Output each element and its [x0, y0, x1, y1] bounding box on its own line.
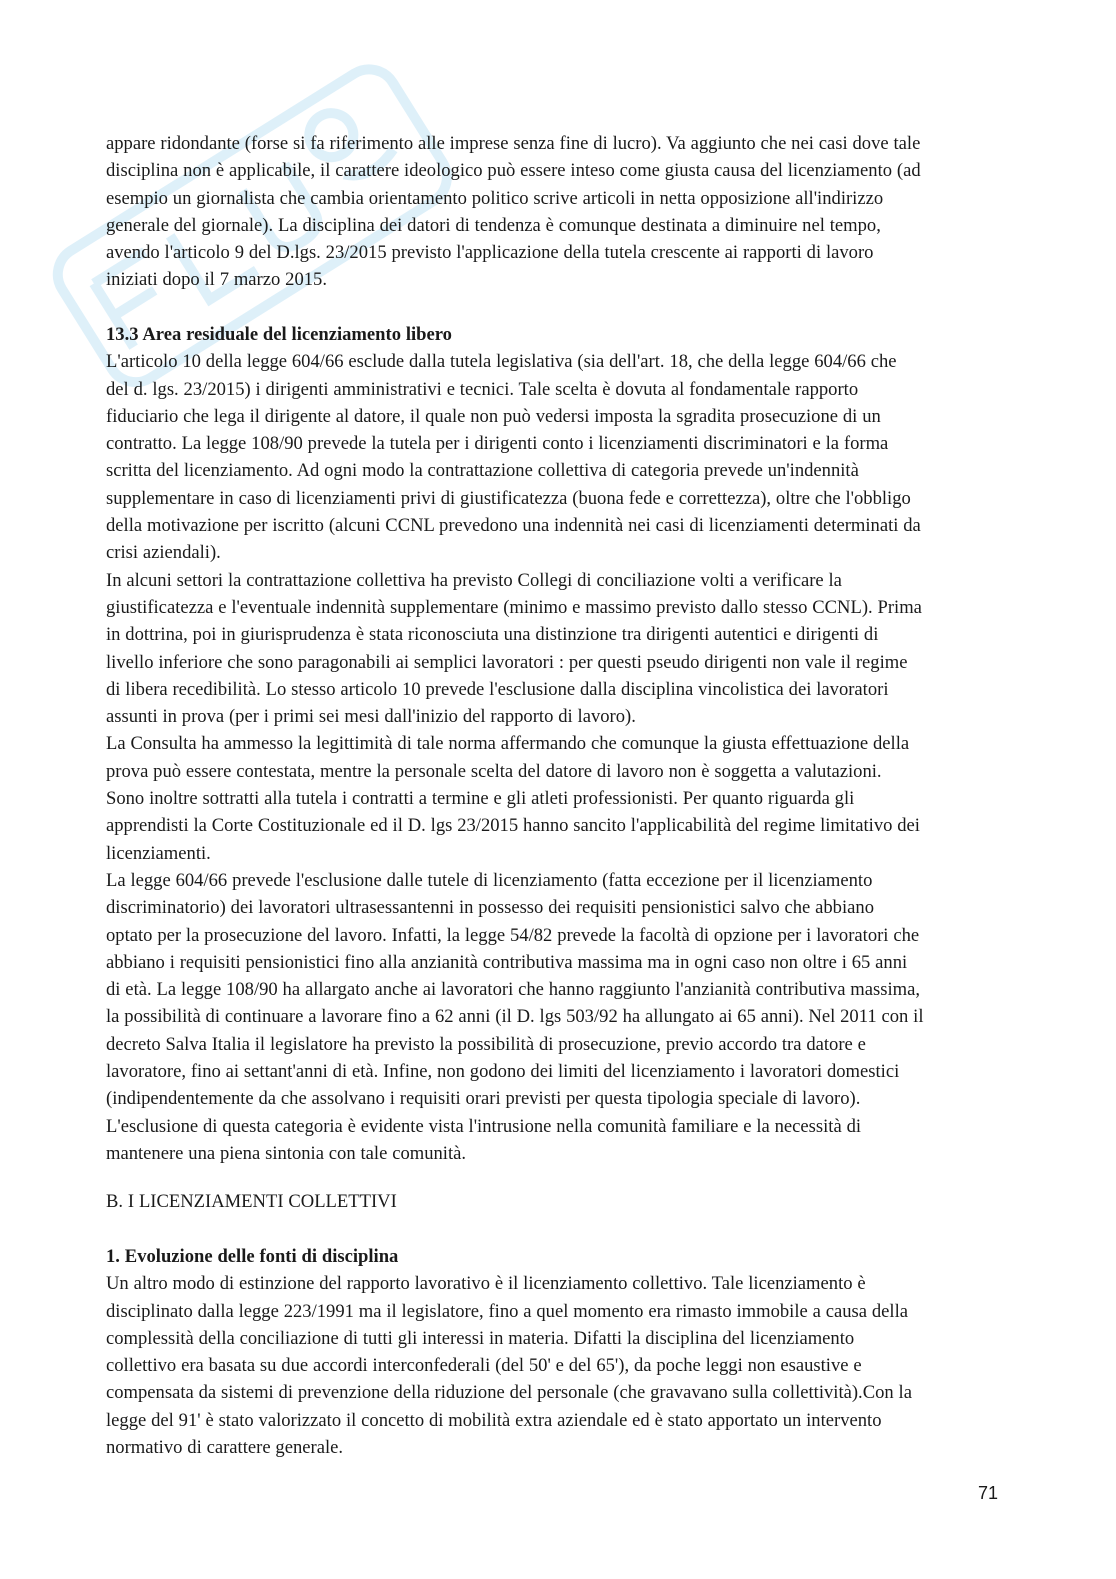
- intro-paragraph: [106, 130, 1018, 294]
- page-number: 71: [978, 1483, 999, 1503]
- text-line: di età. La legge 108/90 ha allargato anche ai lavoratori che hanno raggiunto l'anzianità contributiva massima,: [106, 979, 921, 1001]
- text-line: complessità della conciliazione di tutti gli interessi in materia. Difatti la disciplina del licenziamento: [106, 1327, 855, 1349]
- text-line: livello inferiore che sono paragonabili ai semplici lavoratori : per questi pseudo dirigenti non vale il regime: [106, 651, 908, 673]
- text-line: La Consulta ha ammesso la legittimità di tale norma affermando che comunque la giusta effettuazione della: [106, 733, 910, 755]
- section-1-body: [106, 1270, 1018, 1461]
- text-line: Sono inoltre sottratti alla tutela i contratti a termine e gli atleti professionisti. Per quanto riguarda gli: [106, 788, 855, 810]
- text-line: generale del giornale). La disciplina dei datori di tendenza è comunque destinata a diminuire nel tempo,: [106, 214, 881, 236]
- section-1: [106, 1243, 1018, 1461]
- text-line: di libera recedibilità. Lo stesso articolo 10 prevede l'esclusione dalla disciplina vincolistica dei lavoratori: [106, 678, 889, 700]
- text-line: apprendisti la Corte Costituzionale ed il D. lgs 23/2015 hanno sancito l'applicabilità del regime limitativo dei: [106, 815, 920, 837]
- text-line: lavoratore, fino ai settant'anni di età. Infine, non godono dei limiti del licenziamento i lavoratori domestici: [106, 1061, 900, 1083]
- part-b: [106, 1188, 1018, 1215]
- text-line: fiduciario che lega il dirigente al datore, il quale non può vedersi imposta la sgradita prosecuzione di un: [106, 405, 881, 427]
- text-line: del d. lgs. 23/2015) i dirigenti amministrativi e tecnici. Tale scelta è dovuta al fondamentale rapporto: [106, 378, 859, 400]
- text-line: La legge 604/66 prevede l'esclusione dalle tutele di licenziamento (fatta eccezione per il licenziamento: [106, 869, 873, 891]
- section-13-3-heading: 13.3 Area residuale del licenziamento libero: [106, 324, 452, 345]
- text-line: prova può essere contestata, mentre la personale scelta del datore di lavoro non è soggetta a valutazioni.: [106, 760, 882, 782]
- text-line: mantenere una piena sintonia con tale comunità.: [106, 1142, 467, 1164]
- text-line: della motivazione per iscritto (alcuni CCNL prevedono una indennità nei casi di licenziamenti determinati da: [106, 515, 921, 537]
- text-line: appare ridondante (forse si fa riferimento alle imprese senza fine di lucro). Va aggiunto che nei casi dove tale: [106, 133, 921, 154]
- text-line: L'articolo 10 della legge 604/66 esclude dalla tutela legislativa (sia dell'art. 18, che della legge 604/66 che: [106, 351, 897, 373]
- text-line: compensata da sistemi di prevenzione della riduzione del personale (che gravavano sulla collettività).Con la: [106, 1382, 912, 1404]
- section-13-3-body: [106, 348, 1018, 1167]
- text-line: licenziamenti.: [106, 842, 211, 864]
- text-line: In alcuni settori la contrattazione collettiva ha previsto Collegi di conciliazione volti a verificare la: [106, 569, 842, 591]
- text-line: crisi aziendali).: [106, 542, 221, 564]
- part-b-title: B. I LICENZIAMENTI COLLETTIVI: [106, 1191, 397, 1212]
- text-line: avendo l'articolo 9 del D.lgs. 23/2015 previsto l'applicazione della tutela crescente ai rapporti di lavoro: [106, 242, 874, 264]
- intro-lines: [106, 130, 1018, 294]
- text-line: abbiano i requisiti pensionistici fino alla anzianità contributiva massima ma in ogni caso non oltre i 65 anni: [106, 951, 908, 973]
- section-13-3: [106, 321, 1018, 1167]
- text-line: L'esclusione di questa categoria è evidente vista l'intrusione nella comunità familiare e la necessità di: [106, 1115, 862, 1137]
- text-line: esempio un giornalista che cambia orientamento politico scrive articoli in netta opposizione all'indirizzo: [106, 187, 884, 209]
- text-line: optato per la prosecuzione del lavoro. Infatti, la legge 54/82 prevede la facoltà di opzione per i lavoratori che: [106, 924, 920, 946]
- text-line: giustificatezza e l'eventuale indennità supplementare (minimo e massimo previsto dallo stesso CCNL). Prima: [106, 596, 922, 618]
- text-line: (indipendentemente da che assolvano i requisiti orari previsti per questa tipologia speciale di lavoro).: [106, 1088, 861, 1110]
- text-line: assunti in prova (per i primi sei mesi dall'inizio del rapporto di lavoro).: [106, 706, 636, 728]
- text-line: supplementare in caso di licenziamenti privi di giustificatezza (buona fede e correttezza), oltre che l'obbligo: [106, 487, 911, 509]
- text-line: la possibilità di continuare a lavorare fino a 62 anni (il D. lgs 503/92 ha allungato ai 65 anni). Nel 2011 con il: [106, 1006, 924, 1028]
- text-line: collettivo era basata su due accordi interconfederali (del 50' e del 65'), da poche leggi non esaustive e: [106, 1355, 862, 1377]
- text-line: in dottrina, poi in giurisprudenza è stata riconosciuta una distinzione tra dirigenti autentici e dirigenti di: [106, 624, 879, 646]
- text-line: decreto Salva Italia il legislatore ha previsto la possibilità di prosecuzione, previo accordo tra datore e: [106, 1033, 866, 1055]
- text-line: scritta del licenziamento. Ad ogni modo la contrattazione collettiva di categoria prevede un'indennità: [106, 460, 859, 482]
- text-line: disciplinato dalla legge 223/1991 ma il legislatore, fino a quel momento era rimasto immobile a causa della: [106, 1300, 908, 1322]
- text-line: discriminatorio) dei lavoratori ultrasessantenni in possesso dei requisiti pensionistici salvo che abbiano: [106, 897, 874, 919]
- section-1-heading: 1. Evoluzione delle fonti di disciplina: [106, 1246, 399, 1267]
- text-line: iniziati dopo il 7 marzo 2015.: [106, 269, 327, 291]
- text-line: contratto. La legge 108/90 prevede la tutela per i dirigenti conto i licenziamenti discriminatori e la forma: [106, 433, 889, 455]
- text-line: disciplina non è applicabile, il carattere ideologico può essere inteso come giusta causa del licenziamento (ad: [106, 160, 921, 182]
- text-line: legge del 91' è stato valorizzato il concetto di mobilità extra aziendale ed è stato apportato un intervento: [106, 1409, 882, 1431]
- text-line: normativo di carattere generale.: [106, 1437, 344, 1459]
- text-line: Un altro modo di estinzione del rapporto lavorativo è il licenziamento collettivo. Tale licenziamento è: [106, 1273, 866, 1295]
